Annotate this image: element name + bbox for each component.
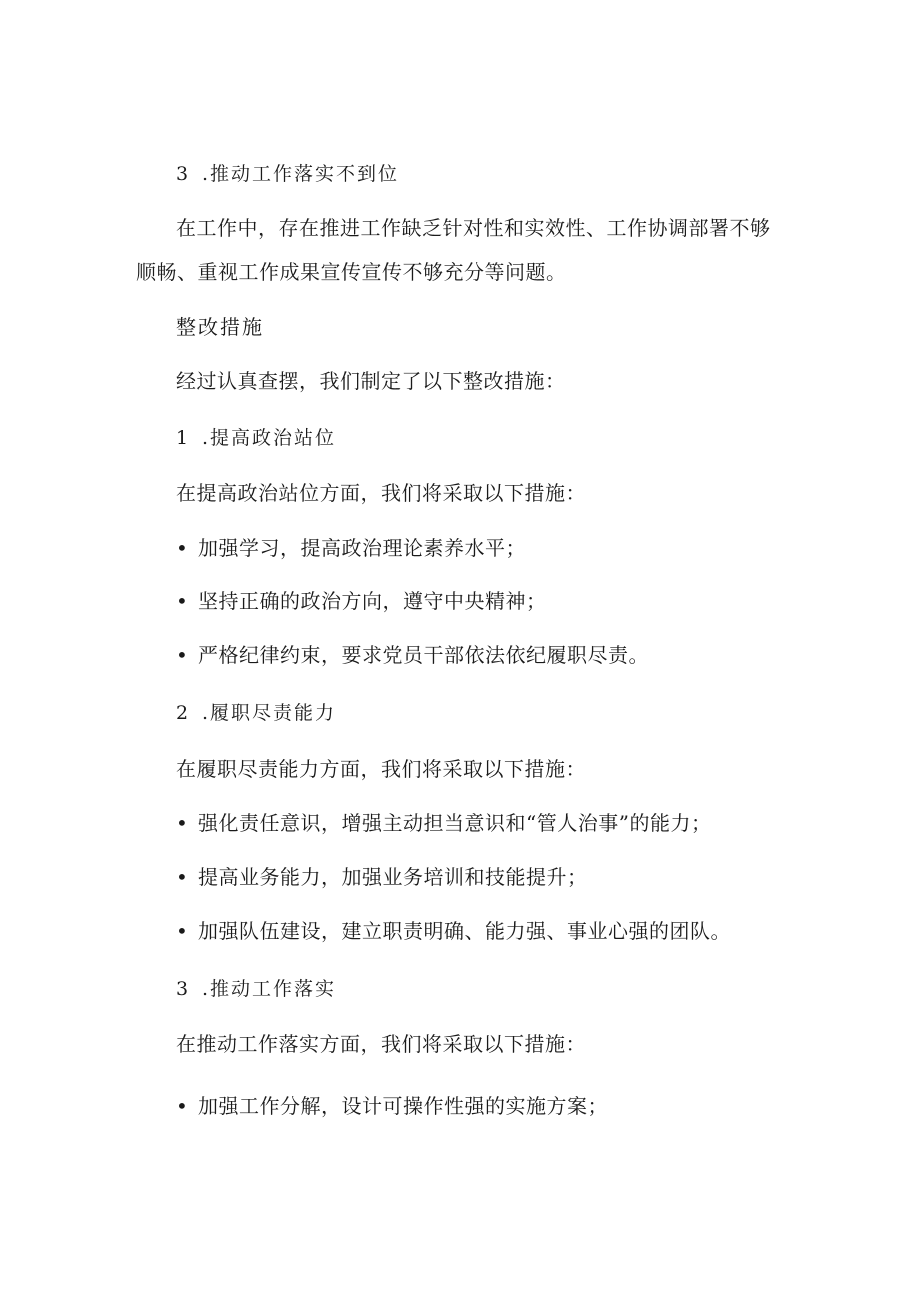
bullet-icon: • [176,589,189,613]
measure-heading-number: 1 [176,427,189,449]
paragraph-line: 在工作中，存在推进工作缺乏针对性和实效性、工作协调部署不够 [176,216,771,240]
list-item-text: 强化责任意识，增强主动担当意识和“管人治事”的能力； [198,811,712,835]
bullet-icon: • [176,536,189,560]
measure-intro: 在推动工作落实方面，我们将采取以下措施： [176,1032,586,1056]
list-item [176,587,547,615]
list-item [176,917,731,945]
list-item [176,863,588,891]
list-item-text: 提高业务能力，加强业务培训和技能提升； [198,865,588,889]
measure-heading-1 [176,424,336,452]
measure-heading-2 [176,699,336,727]
measure-heading-text: .履职尽责能力 [202,702,337,724]
list-item-text: 严格纪律约束，要求党员干部依法依纪履职尽责。 [198,643,649,667]
list-item [176,641,649,669]
measure-heading-text: .提高政治站位 [202,427,337,449]
measure-heading-text: .推动工作落实 [202,978,337,1000]
measure-heading-3 [176,975,336,1003]
list-item [176,1092,608,1120]
list-item [176,809,711,837]
measures-intro: 经过认真查摆，我们制定了以下整改措施： [176,369,566,393]
section-heading-3 [176,160,399,188]
measure-heading-number: 2 [176,702,189,724]
paragraph-line: 顺畅、重视工作成果宣传宣传不够充分等问题。 [136,260,567,284]
measure-intro: 在提高政治站位方面，我们将采取以下措施： [176,481,586,505]
list-item [176,534,526,562]
list-item-text: 加强工作分解，设计可操作性强的实施方案； [198,1094,608,1118]
list-item-text: 加强队伍建设，建立职责明确、能力强、事业心强的团队。 [198,919,731,943]
section-heading-number: 3 [176,163,189,185]
section-heading-text: .推动工作落实不到位 [202,163,400,185]
bullet-icon: • [176,865,189,889]
bullet-icon: • [176,1094,189,1118]
measure-heading-number: 3 [176,978,189,1000]
bullet-icon: • [176,919,189,943]
bullet-icon: • [176,811,189,835]
measures-title: 整改措施 [176,315,264,339]
list-item-text: 加强学习，提高政治理论素养水平； [198,536,526,560]
measure-intro: 在履职尽责能力方面，我们将采取以下措施： [176,757,586,781]
bullet-icon: • [176,643,189,667]
list-item-text: 坚持正确的政治方向，遵守中央精神； [198,589,547,613]
